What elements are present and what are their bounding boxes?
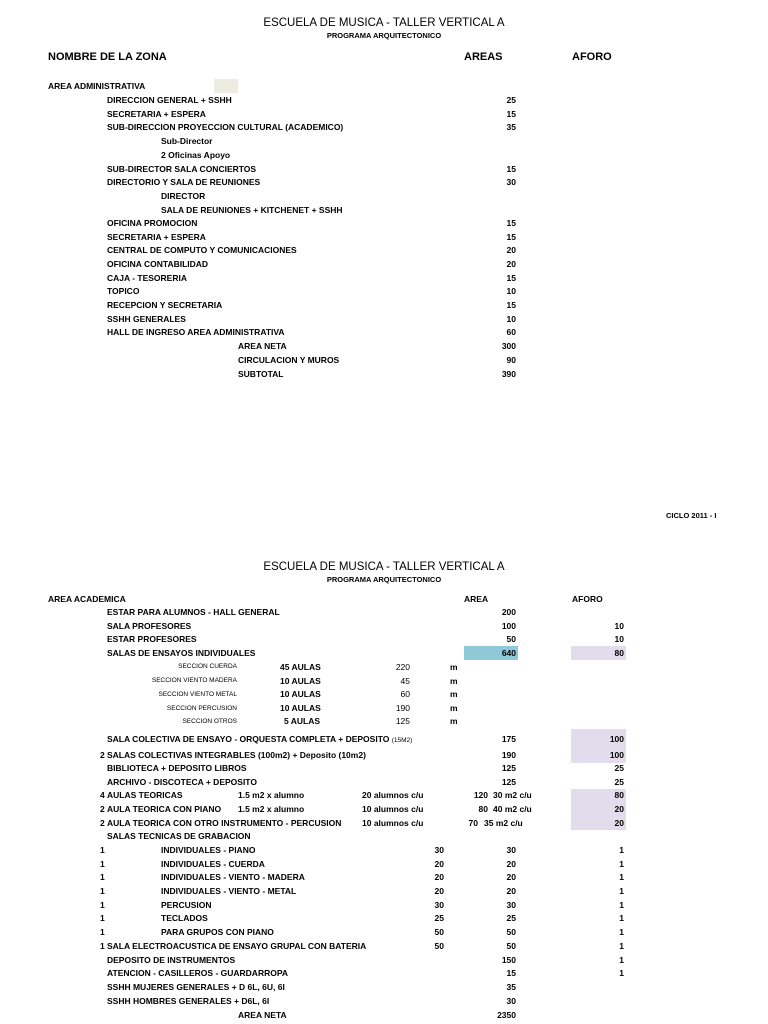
section-label: SECCION VIENTO METAL	[158, 691, 237, 698]
aforo-value: 80	[614, 648, 624, 658]
aforo-value: 1	[619, 955, 624, 965]
aforo-value: 100	[609, 734, 624, 744]
area-value: 35	[506, 122, 516, 132]
unit: m	[450, 662, 458, 672]
unit-area: 40 m2 c/u	[493, 804, 532, 814]
list-item: INDIVIDUALES - VIENTO - METAL	[161, 886, 297, 896]
aforo-value: 1	[619, 941, 624, 951]
area-value: 15	[506, 273, 516, 283]
area-value: 190	[501, 750, 516, 760]
aulas-count: 10 AULAS	[280, 703, 321, 713]
total-label: SUBTOTAL	[238, 369, 284, 379]
unit-value: 20	[434, 886, 444, 896]
area-value: 125	[501, 763, 516, 773]
aforo-value: 25	[614, 763, 624, 773]
header-aforo: AFORO	[572, 51, 612, 63]
item-note: (15M2)	[391, 737, 413, 744]
unit-area: 30 m2 c/u	[493, 790, 532, 800]
header-zone: NOMBRE DE LA ZONA	[48, 51, 167, 63]
students: 20 alumnos c/u	[362, 790, 424, 800]
area-value: 30	[506, 996, 516, 1006]
qty: 2	[100, 804, 105, 814]
list-item: ESTAR PROFESORES	[107, 634, 197, 644]
total-value: 390	[501, 369, 516, 379]
m2-value: 125	[395, 716, 410, 726]
list-item: DIRECCION GENERAL + SSHH	[107, 95, 232, 105]
area-value: 15	[506, 164, 516, 174]
unit-value: 50	[434, 941, 444, 951]
list-item: AULA TEORICA CON PIANO	[107, 804, 222, 814]
area-value: 15	[506, 232, 516, 242]
qty: 1	[100, 913, 105, 923]
list-item: BIBLIOTECA + DEPOSITO LIBROS	[107, 763, 247, 773]
unit: m	[450, 703, 458, 713]
total-value: 300	[501, 341, 516, 351]
qty: 1	[100, 859, 105, 869]
unit: m	[450, 716, 458, 726]
list-item: SSHH MUJERES GENERALES + D 6L, 6U, 6I	[107, 982, 285, 992]
item-label: SALA COLECTIVA DE ENSAYO - ORQUESTA COMPLETA + DEPOSITO	[107, 734, 390, 744]
area-value: 30	[506, 845, 516, 855]
area-value: 20	[506, 886, 516, 896]
unit-value: 30	[434, 900, 444, 910]
list-item: SALAS COLECTIVAS INTEGRABLES (100m2) + Deposito (10m2)	[107, 750, 366, 760]
list-item: Sub-Director	[161, 136, 213, 146]
page1-subtitle: PROGRAMA ARQUITECTONICO	[326, 31, 442, 40]
unit-area: 35 m2 c/u	[484, 818, 523, 828]
page-footer: CICLO 2011 - I	[666, 511, 717, 520]
page1-title: ESCUELA DE MUSICA - TALLER VERTICAL A	[263, 17, 505, 29]
aforo-value: 10	[614, 621, 624, 631]
area-value: 15	[506, 109, 516, 119]
header-areas: AREAS	[464, 51, 503, 63]
total-label: AREA NETA	[238, 1010, 287, 1020]
ratio: 1.5 m2 x alumno	[238, 790, 305, 800]
aforo-value: 25	[614, 777, 624, 787]
area-value: 20	[506, 259, 516, 269]
qty: 1	[100, 900, 105, 910]
unit: m	[450, 689, 458, 699]
page2-title: ESCUELA DE MUSICA - TALLER VERTICAL A	[263, 561, 505, 573]
list-item: TECLADOS	[161, 913, 208, 923]
list-item: SALAS DE ENSAYOS INDIVIDUALES	[107, 648, 256, 658]
area-value: 15	[506, 218, 516, 228]
qty: 1	[100, 886, 105, 896]
area-value: 70	[468, 818, 478, 828]
area-value: 20	[506, 245, 516, 255]
area-value: 50	[506, 941, 516, 951]
section-label: SECCION VIENTO MADERA	[151, 677, 237, 684]
area-value: 200	[501, 607, 516, 617]
area-value: 10	[506, 286, 516, 296]
unit-value: 25	[434, 913, 444, 923]
unit: m	[450, 676, 458, 686]
list-item: SSHH GENERALES	[107, 314, 186, 324]
list-item: RECEPCION Y SECRETARIA	[107, 300, 223, 310]
section-admin: AREA ADMINISTRATIVA	[48, 81, 146, 91]
area-value: 60	[506, 327, 516, 337]
list-item: DIRECTORIO Y SALA DE REUNIONES	[107, 177, 261, 187]
aforo-value: 1	[619, 927, 624, 937]
area-value: 640	[501, 648, 516, 658]
list-item: SALAS TECNICAS DE GRABACION	[107, 831, 251, 841]
list-item: AULA TEORICA CON OTRO INSTRUMENTO - PERCUSION	[107, 818, 342, 828]
aforo-value: 1	[619, 968, 624, 978]
header-area-academica: AREA ACADEMICA	[48, 594, 126, 604]
area-value: 35	[506, 982, 516, 992]
list-item: SUB-DIRECCION PROYECCION CULTURAL (ACADEMICO)	[107, 122, 344, 132]
list-item: CENTRAL DE COMPUTO Y COMUNICACIONES	[107, 245, 297, 255]
list-item: 2 Oficinas Apoyo	[161, 150, 231, 160]
total-value: 90	[506, 355, 516, 365]
list-item: SUB-DIRECTOR SALA CONCIERTOS	[107, 164, 257, 174]
qty: 2	[100, 818, 105, 828]
total-label: CIRCULACION Y MUROS	[238, 355, 340, 365]
unit-value: 20	[434, 872, 444, 882]
header-aforo: AFORO	[572, 594, 603, 604]
area-value: 30	[506, 900, 516, 910]
unit-value: 30	[434, 845, 444, 855]
total-value: 2350	[497, 1010, 516, 1020]
students: 10 alumnos c/u	[362, 818, 424, 828]
unit-value: 50	[434, 927, 444, 937]
aforo-value: 100	[609, 750, 624, 760]
section-label: SECCION PERCUSION	[166, 705, 237, 712]
qty: 1	[100, 872, 105, 882]
header-area: AREA	[464, 594, 489, 604]
list-item	[107, 735, 412, 745]
aulas-count: 10 AULAS	[280, 689, 321, 699]
list-item: CAJA - TESORERIA	[107, 273, 187, 283]
m2-value: 45	[400, 676, 410, 686]
section-label: SECCION OTROS	[182, 718, 237, 725]
students: 10 alumnos c/u	[362, 804, 424, 814]
m2-value: 190	[395, 703, 410, 713]
aulas-count: 10 AULAS	[280, 676, 321, 686]
aforo-value: 80	[614, 790, 624, 800]
list-item: SECRETARIA + ESPERA	[107, 232, 206, 242]
unit-value: 20	[434, 859, 444, 869]
list-item: OFICINA CONTABILIDAD	[107, 259, 209, 269]
total-label: AREA NETA	[238, 341, 287, 351]
area-value: 20	[506, 872, 516, 882]
area-value: 150	[501, 955, 516, 965]
list-item: SALA DE REUNIONES + KITCHENET + SSHH	[161, 205, 343, 215]
area-value: 15	[506, 300, 516, 310]
aforo-value: 20	[614, 818, 624, 828]
page2-subtitle: PROGRAMA ARQUITECTONICO	[326, 575, 442, 584]
area-value: 20	[506, 859, 516, 869]
qty: 1	[100, 845, 105, 855]
area-value: 15	[506, 968, 516, 978]
aforo-value: 1	[619, 900, 624, 910]
area-value: 50	[506, 634, 516, 644]
list-item: DIRECTOR	[161, 191, 206, 201]
aforo-value: 1	[619, 845, 624, 855]
aulas-count: 5 AULAS	[284, 716, 321, 726]
list-item: ARCHIVO - DISCOTECA + DEPOSITO	[107, 777, 257, 787]
list-item: SALA ELECTROACUSTICA DE ENSAYO GRUPAL CON BATERIA	[107, 941, 367, 951]
list-item: PARA GRUPOS CON PIANO	[161, 927, 274, 937]
aforo-value: 1	[619, 859, 624, 869]
list-item: SALA PROFESORES	[107, 621, 192, 631]
aforo-value: 1	[619, 872, 624, 882]
m2-value: 220	[395, 662, 410, 672]
aforo-value: 1	[619, 913, 624, 923]
list-item: SECRETARIA + ESPERA	[107, 109, 206, 119]
aulas-count: 45 AULAS	[280, 662, 321, 672]
area-value: 120	[473, 790, 488, 800]
list-item: OFICINA PROMOCION	[107, 218, 198, 228]
m2-value: 60	[400, 689, 410, 699]
area-value: 25	[506, 913, 516, 923]
aforo-value: 20	[614, 804, 624, 814]
list-item: PERCUSION	[161, 900, 212, 910]
area-value: 30	[506, 177, 516, 187]
area-value: 50	[506, 927, 516, 937]
list-item: INDIVIDUALES - CUERDA	[161, 859, 265, 869]
qty: 4	[100, 790, 105, 800]
marker-cell	[214, 79, 238, 93]
area-value: 80	[478, 804, 488, 814]
list-item: SSHH HOMBRES GENERALES + D6L, 6I	[107, 996, 270, 1006]
area-value: 25	[506, 95, 516, 105]
list-item: DEPOSITO DE INSTRUMENTOS	[107, 955, 236, 965]
area-value: 125	[501, 777, 516, 787]
area-value: 175	[501, 734, 516, 744]
qty: 2	[100, 750, 105, 760]
qty: 1	[100, 941, 105, 951]
list-item: INDIVIDUALES - PIANO	[161, 845, 256, 855]
section-label: SECCION CUERDA	[178, 663, 237, 670]
list-item: ATENCION - CASILLEROS - GUARDARROPA	[107, 968, 289, 978]
list-item: AULAS TEORICAS	[107, 790, 183, 800]
area-value: 10	[506, 314, 516, 324]
list-item: INDIVIDUALES - VIENTO - MADERA	[161, 872, 305, 882]
ratio: 1.5 m2 x alumno	[238, 804, 305, 814]
aforo-value: 1	[619, 886, 624, 896]
area-value: 100	[501, 621, 516, 631]
list-item: ESTAR PARA ALUMNOS - HALL GENERAL	[107, 607, 280, 617]
qty: 1	[100, 927, 105, 937]
aforo-value: 10	[614, 634, 624, 644]
list-item: HALL DE INGRESO AREA ADMINISTRATIVA	[107, 327, 285, 337]
list-item: TOPICO	[107, 286, 140, 296]
